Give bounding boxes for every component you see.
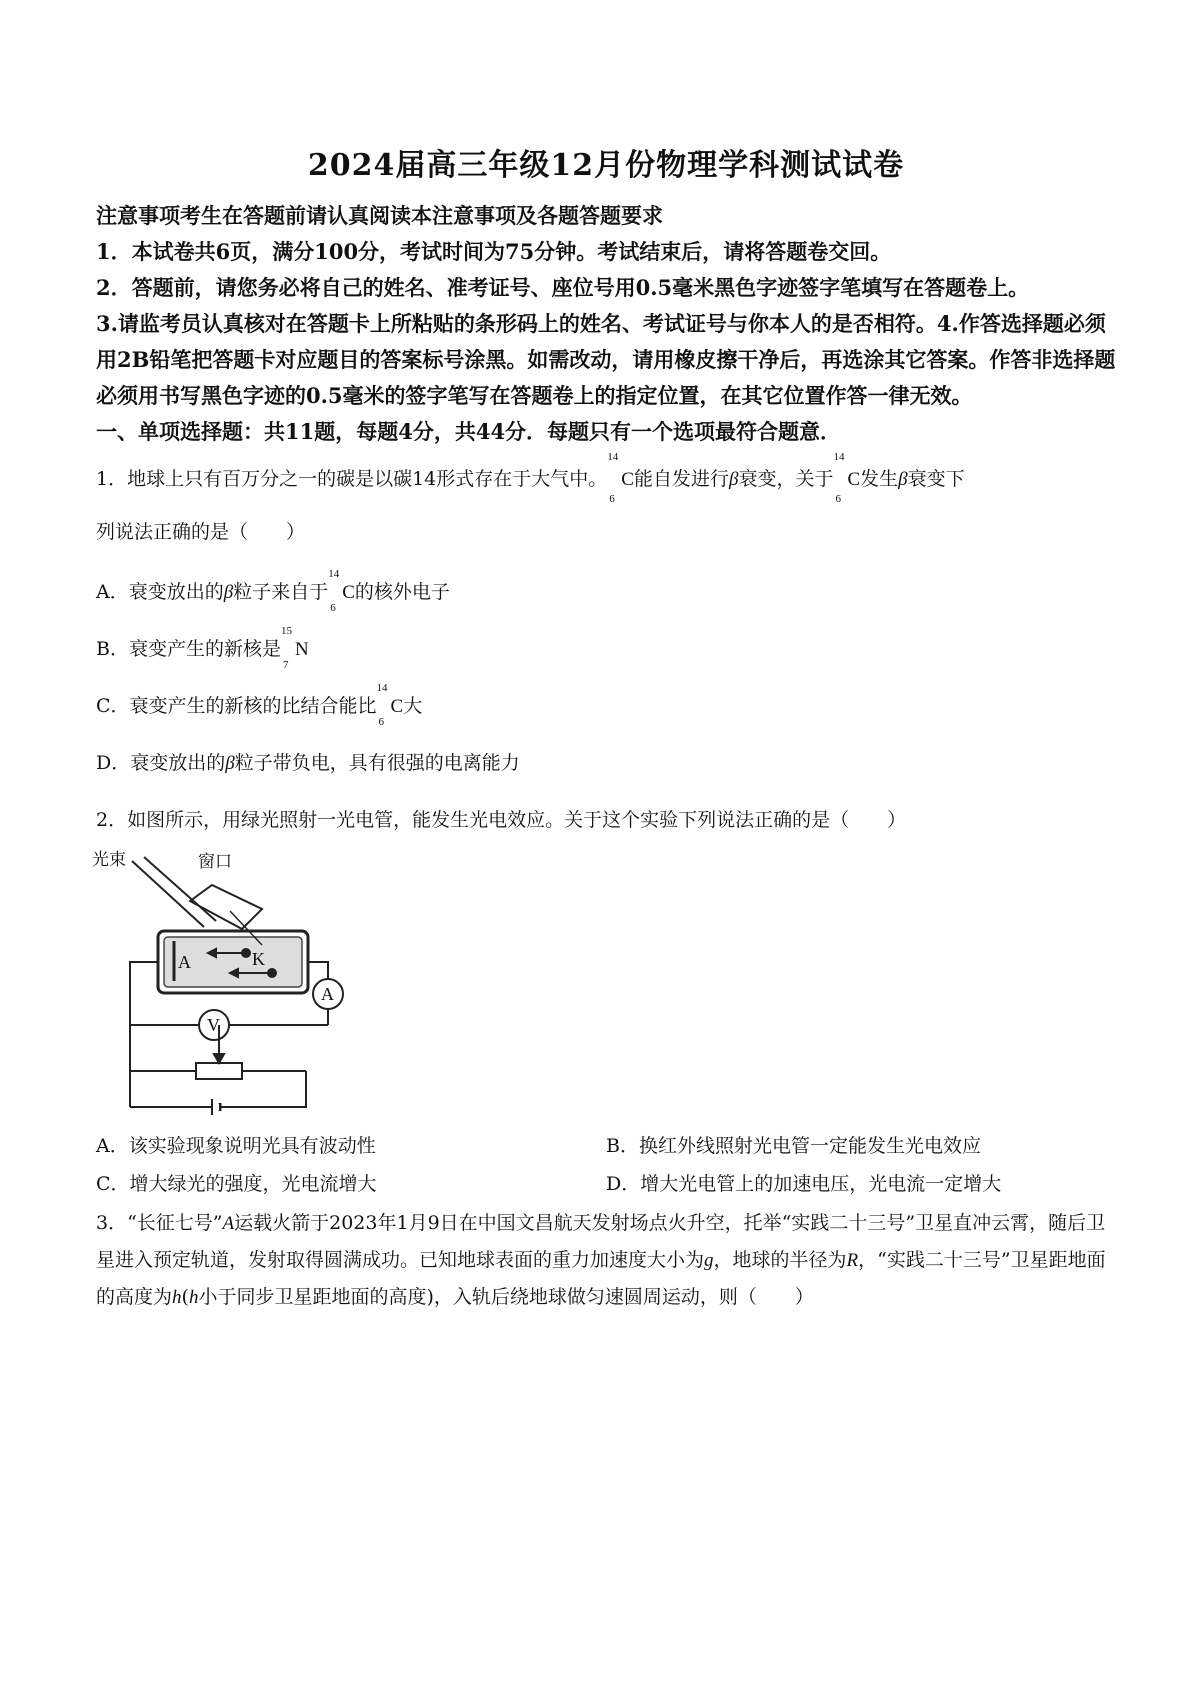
photoelectric-circuit-diagram (92, 849, 362, 1119)
nuclide-c14: 14 6 C (833, 451, 861, 505)
notice-item-2: 2．答题前，请您务必将自己的姓名、准考证号、座位号用0.5毫米黑色字迹签字笔填写在答题卷上。 (96, 275, 1030, 300)
question-1: 1．地球上只有百万分之一的碳是以碳14形式存在于大气中。 14 6 C能自发进行β衰变，关于 14 6 C发生β衰变下 列说法正确的是（ ） (96, 451, 965, 543)
rheostat (196, 1063, 242, 1079)
anode-label: A (178, 952, 191, 972)
notice-item-1: 1．本试卷共6页，满分100分，考试时间为75分钟。考试结束后，请将答题卷交回。 (96, 239, 892, 264)
ammeter-label: A (321, 984, 334, 1004)
voltmeter-label: V (207, 1015, 220, 1035)
page-title: 2024届高三年级12月份物理学科测试试卷 (307, 148, 905, 183)
window-tube (190, 885, 262, 929)
section-heading: 一、单项选择题：共11题，每题4分，共44分．每题只有一个选项最符合题意． (96, 419, 842, 444)
exam-page (92, 140, 1116, 1316)
wire (308, 962, 328, 979)
question-3: 3．“长征七号”A运载火箭于2023年1月9日在中国文昌航天发射场点火升空，托举“实践二十三号”卫星直冲云霄，随后卫星进入预定轨道，发射取得圆满成功。已知地球表面的重力加速度大小为g，地球的半径为R，“实践二十三号”卫星距地面的高度为h(h小于同步卫星距地面的高度)，入轨后绕地球做匀速圆周运动，则（ ） (96, 1212, 1106, 1308)
notice-heading: 注意事项考生在答题前请认真阅读本注意事项及各题答题要求 (96, 203, 663, 228)
nuclide-c14: 14 6 C (328, 568, 355, 614)
nuclide-n15: 15 7 N (280, 625, 309, 671)
wire (130, 962, 158, 1039)
q2-option-d[interactable]: D．增大光电管上的加速电压，光电流一定增大 (606, 1173, 1002, 1195)
beam-label: 光束 (92, 850, 126, 870)
question-2: 2．如图所示，用绿光照射一光电管，能发生光电效应。关于这个实验下列说法正确的是（ ） (96, 809, 907, 831)
window-label: 窗口 (198, 852, 232, 872)
q1-option-c[interactable]: C．衰变产生的新核的比结合能比 14 6 C大 (96, 682, 423, 728)
cathode-label: K (252, 949, 265, 969)
q2-option-b[interactable]: B．换红外线照射光电管一定能发生光电效应 (606, 1135, 981, 1157)
q1-option-d[interactable]: D．衰变放出的β粒子带负电，具有很强的电离能力 (96, 752, 520, 774)
q2-option-c[interactable]: C．增大绿光的强度，光电流增大 (96, 1173, 377, 1195)
slider-arrow (214, 1054, 224, 1063)
nuclide-c14: 14 6 C (607, 451, 634, 505)
q2-options-row-2 (96, 1169, 1116, 1199)
notice-item-3: 3.请监考员认真核对在答题卡上所粘贴的条形码上的姓名、考试证号与你本人的是否相符。4.作答选择题必须用2B铅笔把答题卡对应题目的答案标号涂黑。如需改动，请用橡皮擦干净后，再选涂其它答案。作答非选择题必须用书写黑色字迹的0.5毫米的签字笔写在答题卷上的指定位置，在其它位置作答一律无效。 (96, 311, 1116, 408)
nuclide-c14: 14 6 C (376, 682, 404, 728)
q2-option-a[interactable]: A．该实验现象说明光具有波动性 (96, 1135, 376, 1157)
light-beam-line (132, 861, 204, 927)
q1-option-a[interactable]: A．衰变放出的β粒子来自于 14 6 C的核外电子 (96, 568, 450, 614)
q1-option-b[interactable]: B．衰变产生的新核是 15 7 N (96, 625, 309, 671)
q2-options-row-1 (96, 1131, 1116, 1161)
